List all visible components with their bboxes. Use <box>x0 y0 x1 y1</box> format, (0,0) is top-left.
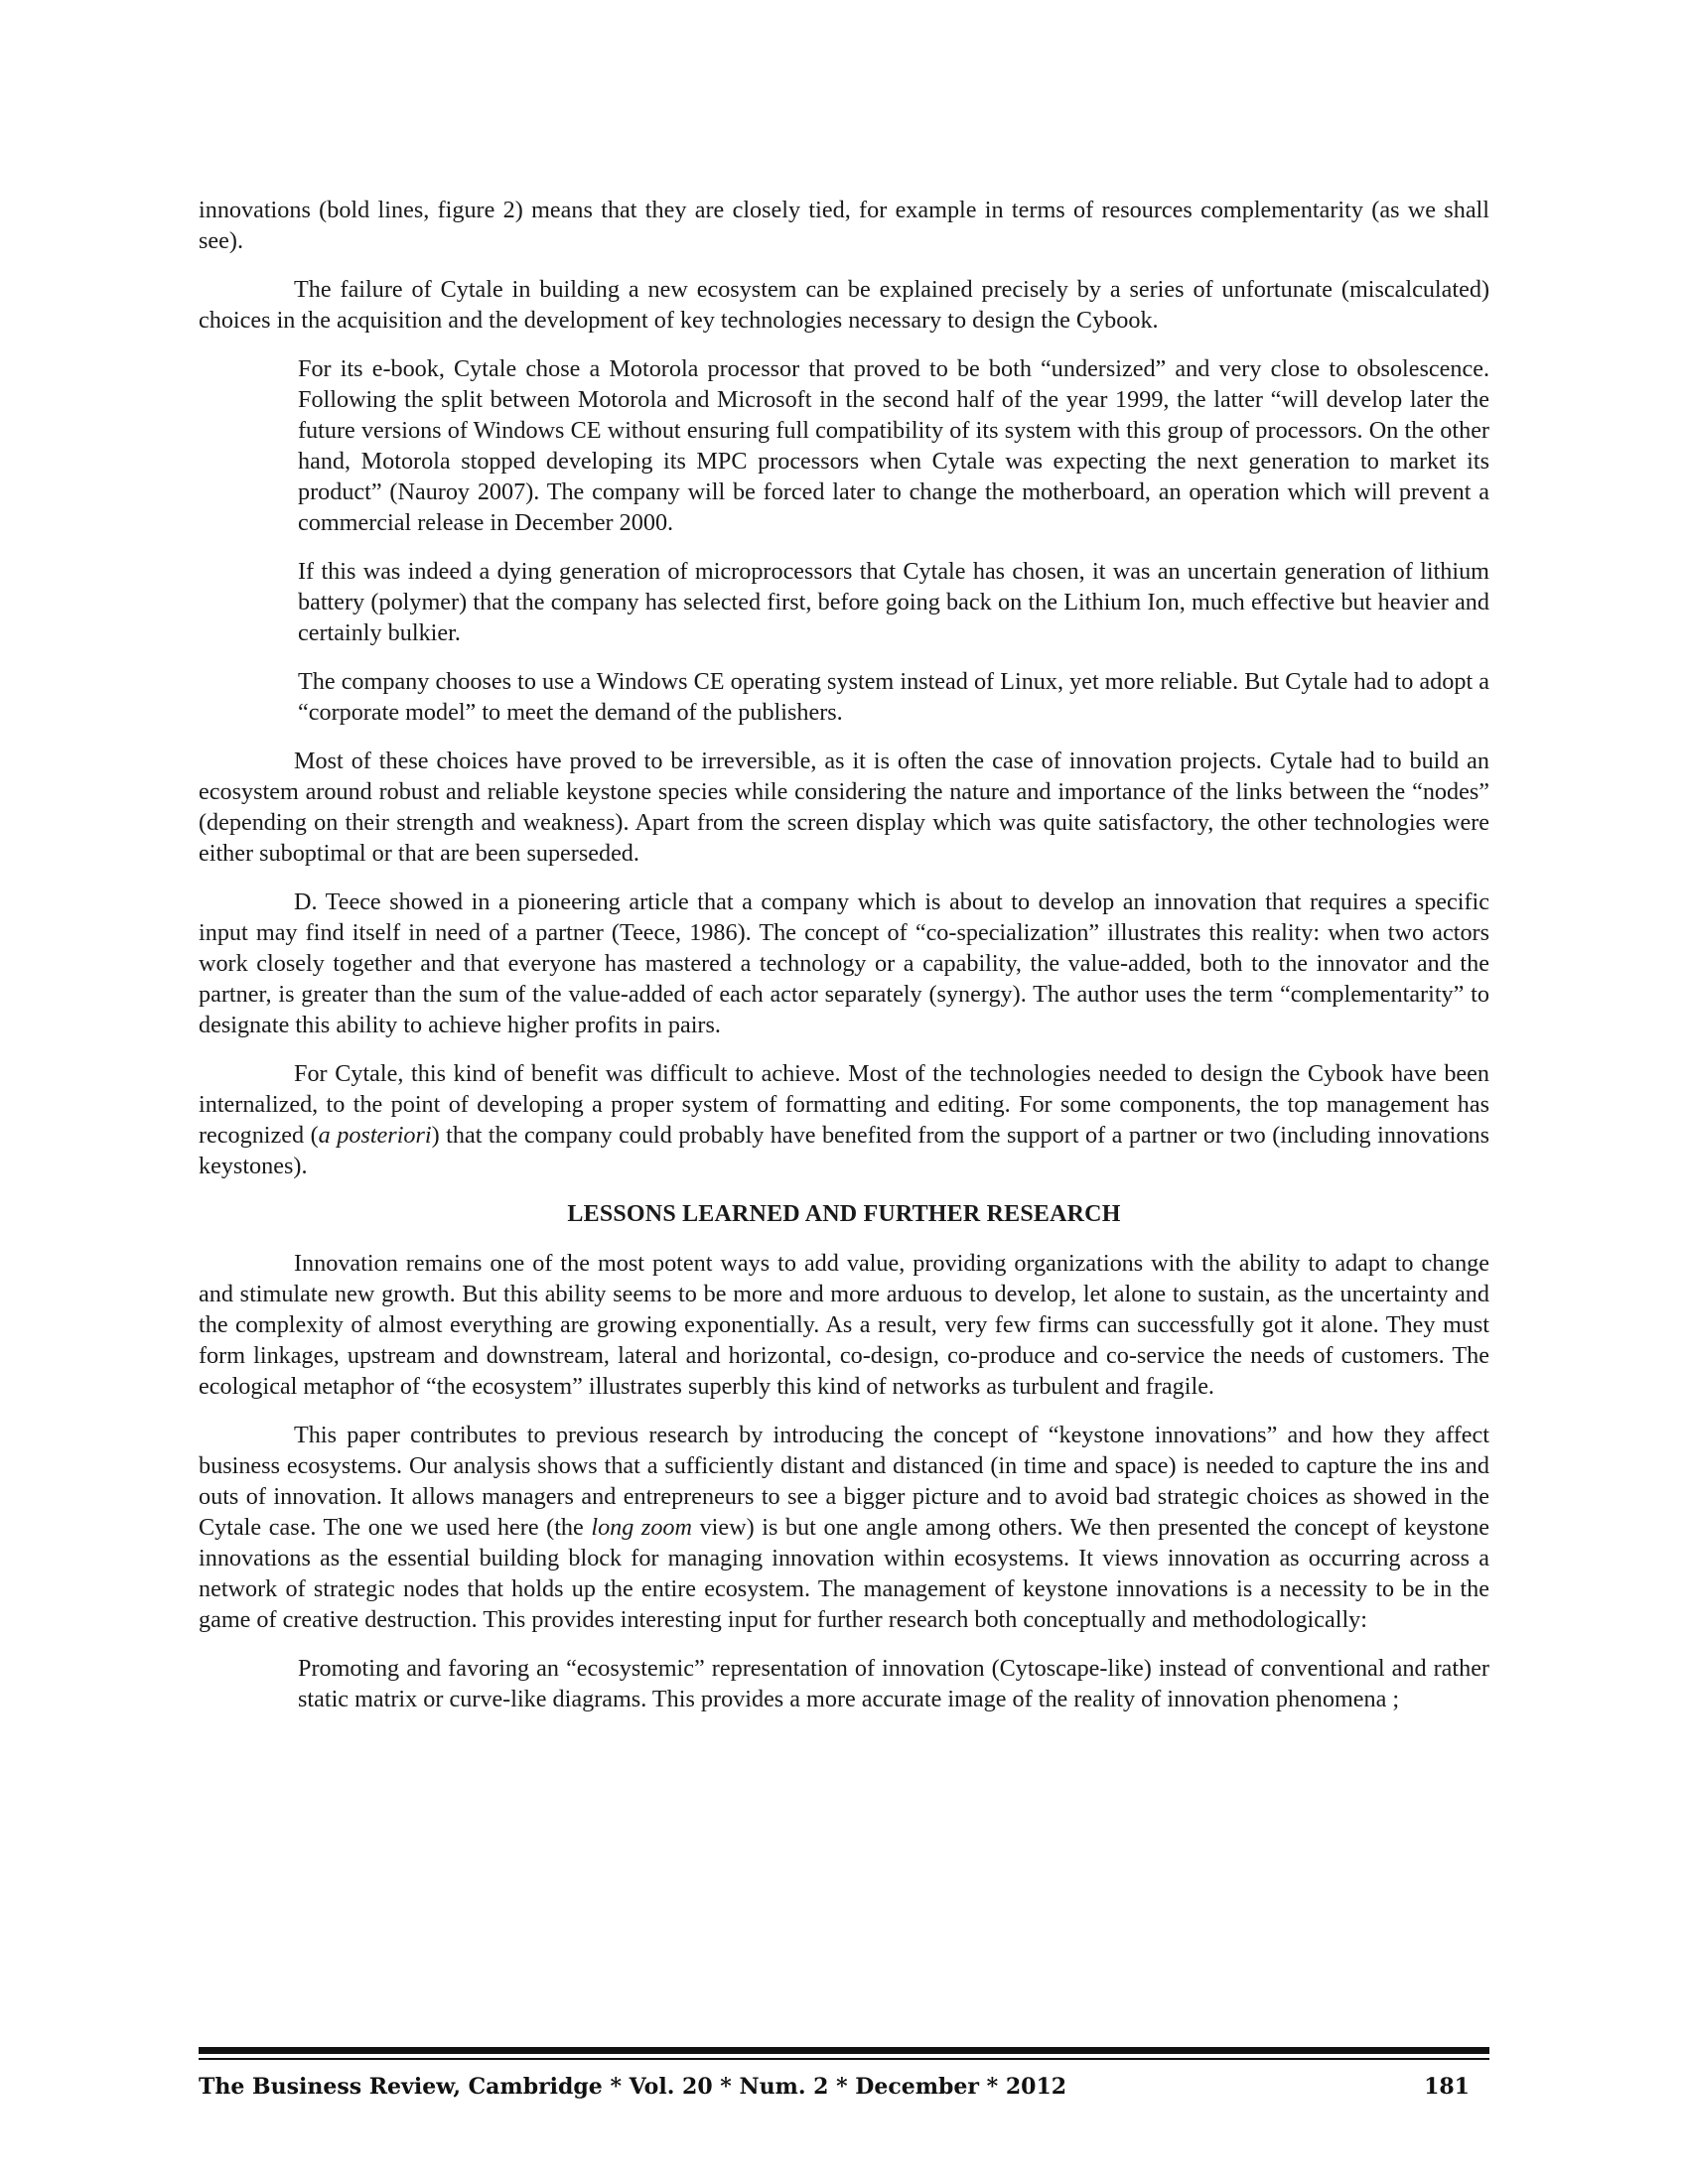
paragraph: Most of these choices have proved to be irreversible, as it is often the case of innovation projects. Cytale had to build an ecosystem around robust and reliable keystone species while considering the nature and importance of the links between the “nodes” (depending on their strength and weakness). Apart from the screen display which was quite satisfactory, the other technologies were either suboptimal or that are been superseded. <box>199 748 1489 867</box>
page-number: 181 <box>1424 2074 1470 2100</box>
footer-rule-thick <box>199 2047 1489 2054</box>
paragraph: The failure of Cytale in building a new ecosystem can be explained precisely by a series of unfortunate (miscalculated) choices in the acquisition and the development of key technologies necessary to design the Cybook. <box>199 276 1489 334</box>
text-run: ) that the company could probably have benefited from the support of a partner or two (including innovations keystones). <box>199 1122 1489 1179</box>
block-paragraph: If this was indeed a dying generation of microprocessors that Cytale has chosen, it was an uncertain generation of lithium battery (polymer) that the company has selected first, before going back on the Lithium Ion, much effective but heavier and certainly bulkier. <box>298 558 1489 646</box>
paragraph: Innovation remains one of the most potent ways to add value, providing organizations with the ability to adapt to change and stimulate new growth. But this ability seems to be more and more arduous to develop, let alone to sustain, as the uncertainty and the complexity of almost everything are growing exponentially. As a result, very few firms can successfully got it alone. They must form linkages, upstream and downstream, lateral and horizontal, co-design, co-produce and co-service the needs of customers. The ecological metaphor of “the ecosystem” illustrates superbly this kind of networks as turbulent and fragile. <box>199 1250 1489 1400</box>
page-footer <box>199 2074 1489 2110</box>
italic-term: a posteriori <box>318 1122 432 1149</box>
journal-citation: The Business Review, Cambridge * Vol. 20 * Num. 2 * December * 2012 <box>199 2074 1067 2100</box>
text-run: view) is but one angle among others. We then presented the concept of keystone innovations as the essential building block for managing innovation within ecosystems. It views innovation as occurring across a network of strategic nodes that holds up the entire ecosystem. The management of keystone innovations is a necessity to be in the game of creative destruction. This provides interesting input for further research both conceptually and methodologically: <box>199 1514 1489 1633</box>
footer-rule-thin <box>199 2058 1489 2060</box>
section-heading: LESSONS LEARNED AND FURTHER RESEARCH <box>567 1201 1121 1227</box>
text-run: This paper contributes to previous research by introducing the concept of “keystone innovations” and how they affect business ecosystems. Our analysis shows that a sufficiently distant and distanced (in time and space) is needed to capture the ins and outs of innovation. It allows managers and entrepreneurs to see a bigger picture and to avoid bad strategic choices as showed in the Cytale case. The one we used here (the <box>199 1422 1489 1541</box>
block-paragraph: For its e-book, Cytale chose a Motorola processor that proved to be both “undersized” and very close to obsolescence. Following the split between Motorola and Microsoft in the second half of the year 1999, the latter “will develop later the future versions of Windows CE without ensuring full compatibility of its system with this group of processors. On the other hand, Motorola stopped developing its MPC processors when Cytale was expecting the next generation to market its product” (Nauroy 2007). The company will be forced later to change the motherboard, an operation which will prevent a commercial release in December 2000. <box>298 355 1489 536</box>
block-paragraph: The company chooses to use a Windows CE operating system instead of Linux, yet more reliable. But Cytale had to adopt a “corporate model” to meet the demand of the publishers. <box>298 668 1489 726</box>
paragraph <box>199 1058 1489 1181</box>
italic-term: long zoom <box>591 1514 692 1541</box>
paragraph <box>199 1420 1489 1635</box>
page-body <box>199 195 1489 1732</box>
text-run: For Cytale, this kind of benefit was difficult to achieve. Most of the technologies needed to design the Cybook have been internalized, to the point of developing a proper system of formatting and editing. For some components, the top management has recognized ( <box>199 1060 1489 1149</box>
block-paragraph: Promoting and favoring an “ecosystemic” representation of innovation (Cytoscape-like) instead of conventional and rather static matrix or curve-like diagrams. This provides a more accurate image of the reality of innovation phenomena ; <box>298 1655 1489 1712</box>
paragraph: innovations (bold lines, figure 2) means that they are closely tied, for example in terms of resources complementarity (as we shall see). <box>199 197 1489 254</box>
paragraph: D. Teece showed in a pioneering article that a company which is about to develop an innovation that requires a specific input may find itself in need of a partner (Teece, 1986). The concept of “co-specialization” illustrates this reality: when two actors work closely together and that everyone has mastered a technology or a capability, the value-added, both to the innovator and the partner, is greater than the sum of the value-added of each actor separately (synergy). The author uses the term “complementarity” to designate this ability to achieve higher profits in pairs. <box>199 888 1489 1038</box>
